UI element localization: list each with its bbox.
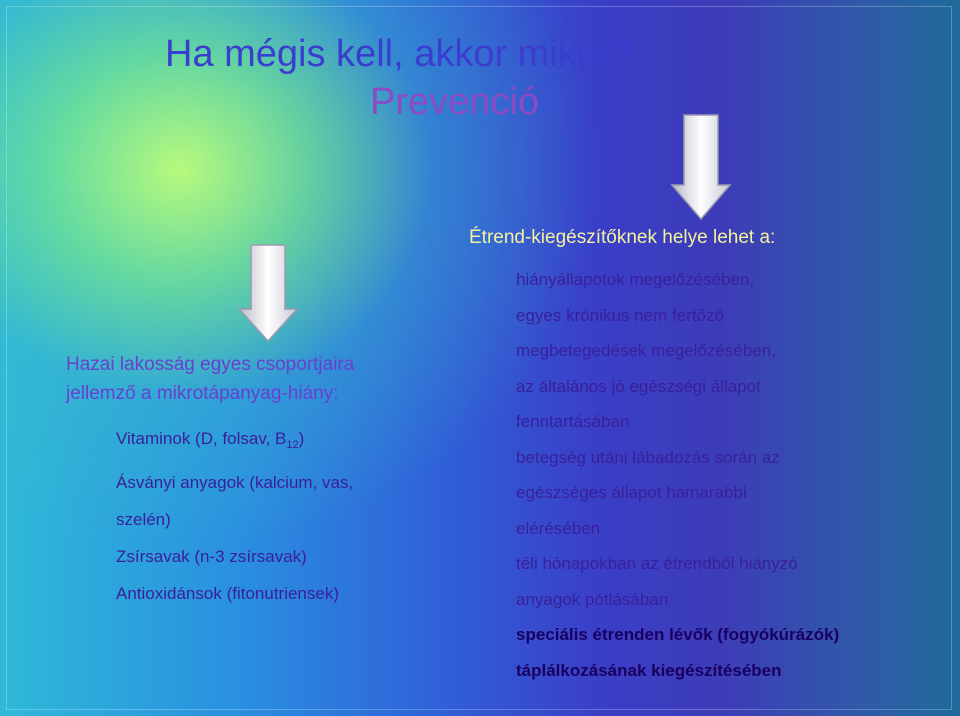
word: téli bbox=[516, 554, 538, 573]
word: az bbox=[640, 554, 659, 573]
list-line bbox=[516, 475, 926, 511]
left-heading-line-1: Hazai lakosság egyes csoportjaira bbox=[66, 354, 355, 375]
down-arrow-icon bbox=[670, 113, 732, 221]
word: krónikus bbox=[566, 305, 630, 325]
list-item-vitamins bbox=[116, 420, 461, 464]
word: lábadozás bbox=[632, 447, 710, 467]
word: hiányzó bbox=[739, 554, 798, 573]
right-heading: Étrend-kiegészítőknek helye lehet a: bbox=[469, 227, 776, 248]
list-line: elérésében bbox=[516, 518, 601, 538]
slide-title bbox=[165, 30, 765, 126]
supplement-use-list bbox=[516, 262, 926, 688]
word: állapot bbox=[710, 376, 761, 396]
word: hónapokban bbox=[542, 554, 637, 573]
list-item-fatty-acids: Zsírsavak (n-3 zsírsavak) bbox=[116, 547, 307, 566]
word: Ásványi bbox=[116, 473, 176, 492]
list-line: fenntartásában bbox=[516, 412, 630, 431]
list-line: megbetegedések megelőzésében, bbox=[516, 341, 776, 360]
word: általános bbox=[538, 376, 607, 396]
word: az bbox=[761, 447, 780, 467]
vitamins-suffix: ) bbox=[298, 429, 305, 448]
title-line-1: Ha mégis kell, akkor mikor? bbox=[165, 33, 632, 75]
left-heading-line-2: jellemző a mikrotápanyag-hiány: bbox=[66, 383, 339, 404]
word: egyes bbox=[516, 305, 562, 325]
word: nem bbox=[634, 305, 668, 325]
word: utáni bbox=[590, 447, 628, 467]
list-item-antioxidants: Antioxidánsok (fitonutriensek) bbox=[116, 584, 340, 603]
list-line: anyagok pótlásában bbox=[516, 589, 669, 609]
list-item-minerals bbox=[116, 464, 461, 501]
vitamins-text: Vitaminok (D, folsav, B bbox=[116, 429, 287, 448]
word: étrendből bbox=[663, 554, 735, 573]
list-line bbox=[516, 369, 926, 405]
left-heading bbox=[66, 350, 461, 408]
down-arrow-icon bbox=[237, 243, 299, 343]
list-line: hiányállapotok megelőzésében, bbox=[516, 270, 755, 289]
word: egészséges bbox=[516, 483, 607, 502]
word: jó bbox=[611, 376, 625, 396]
list-line: speciális étrenden lévők (fogyókúrázók) bbox=[516, 625, 840, 644]
list-line bbox=[516, 440, 926, 476]
word: során bbox=[714, 447, 758, 467]
title-line-2: Prevenció bbox=[370, 81, 539, 123]
list-line bbox=[516, 298, 926, 334]
vitamins-subscript: 12 bbox=[286, 439, 299, 451]
list-line bbox=[516, 546, 926, 582]
list-item-minerals-cont: szelén) bbox=[116, 510, 171, 529]
word: (kalcium, bbox=[249, 473, 318, 492]
word: hamarabbi bbox=[666, 483, 747, 502]
word: betegség bbox=[516, 447, 586, 467]
word: anyagok bbox=[180, 473, 245, 492]
word: állapot bbox=[611, 483, 662, 502]
word: az bbox=[516, 376, 534, 396]
word: fertőző bbox=[671, 305, 724, 325]
word: vas, bbox=[322, 473, 354, 492]
word: egészségi bbox=[629, 376, 707, 396]
left-block bbox=[66, 350, 461, 612]
deficiency-list bbox=[66, 420, 461, 612]
list-line: táplálkozásának kiegészítésében bbox=[516, 660, 782, 680]
